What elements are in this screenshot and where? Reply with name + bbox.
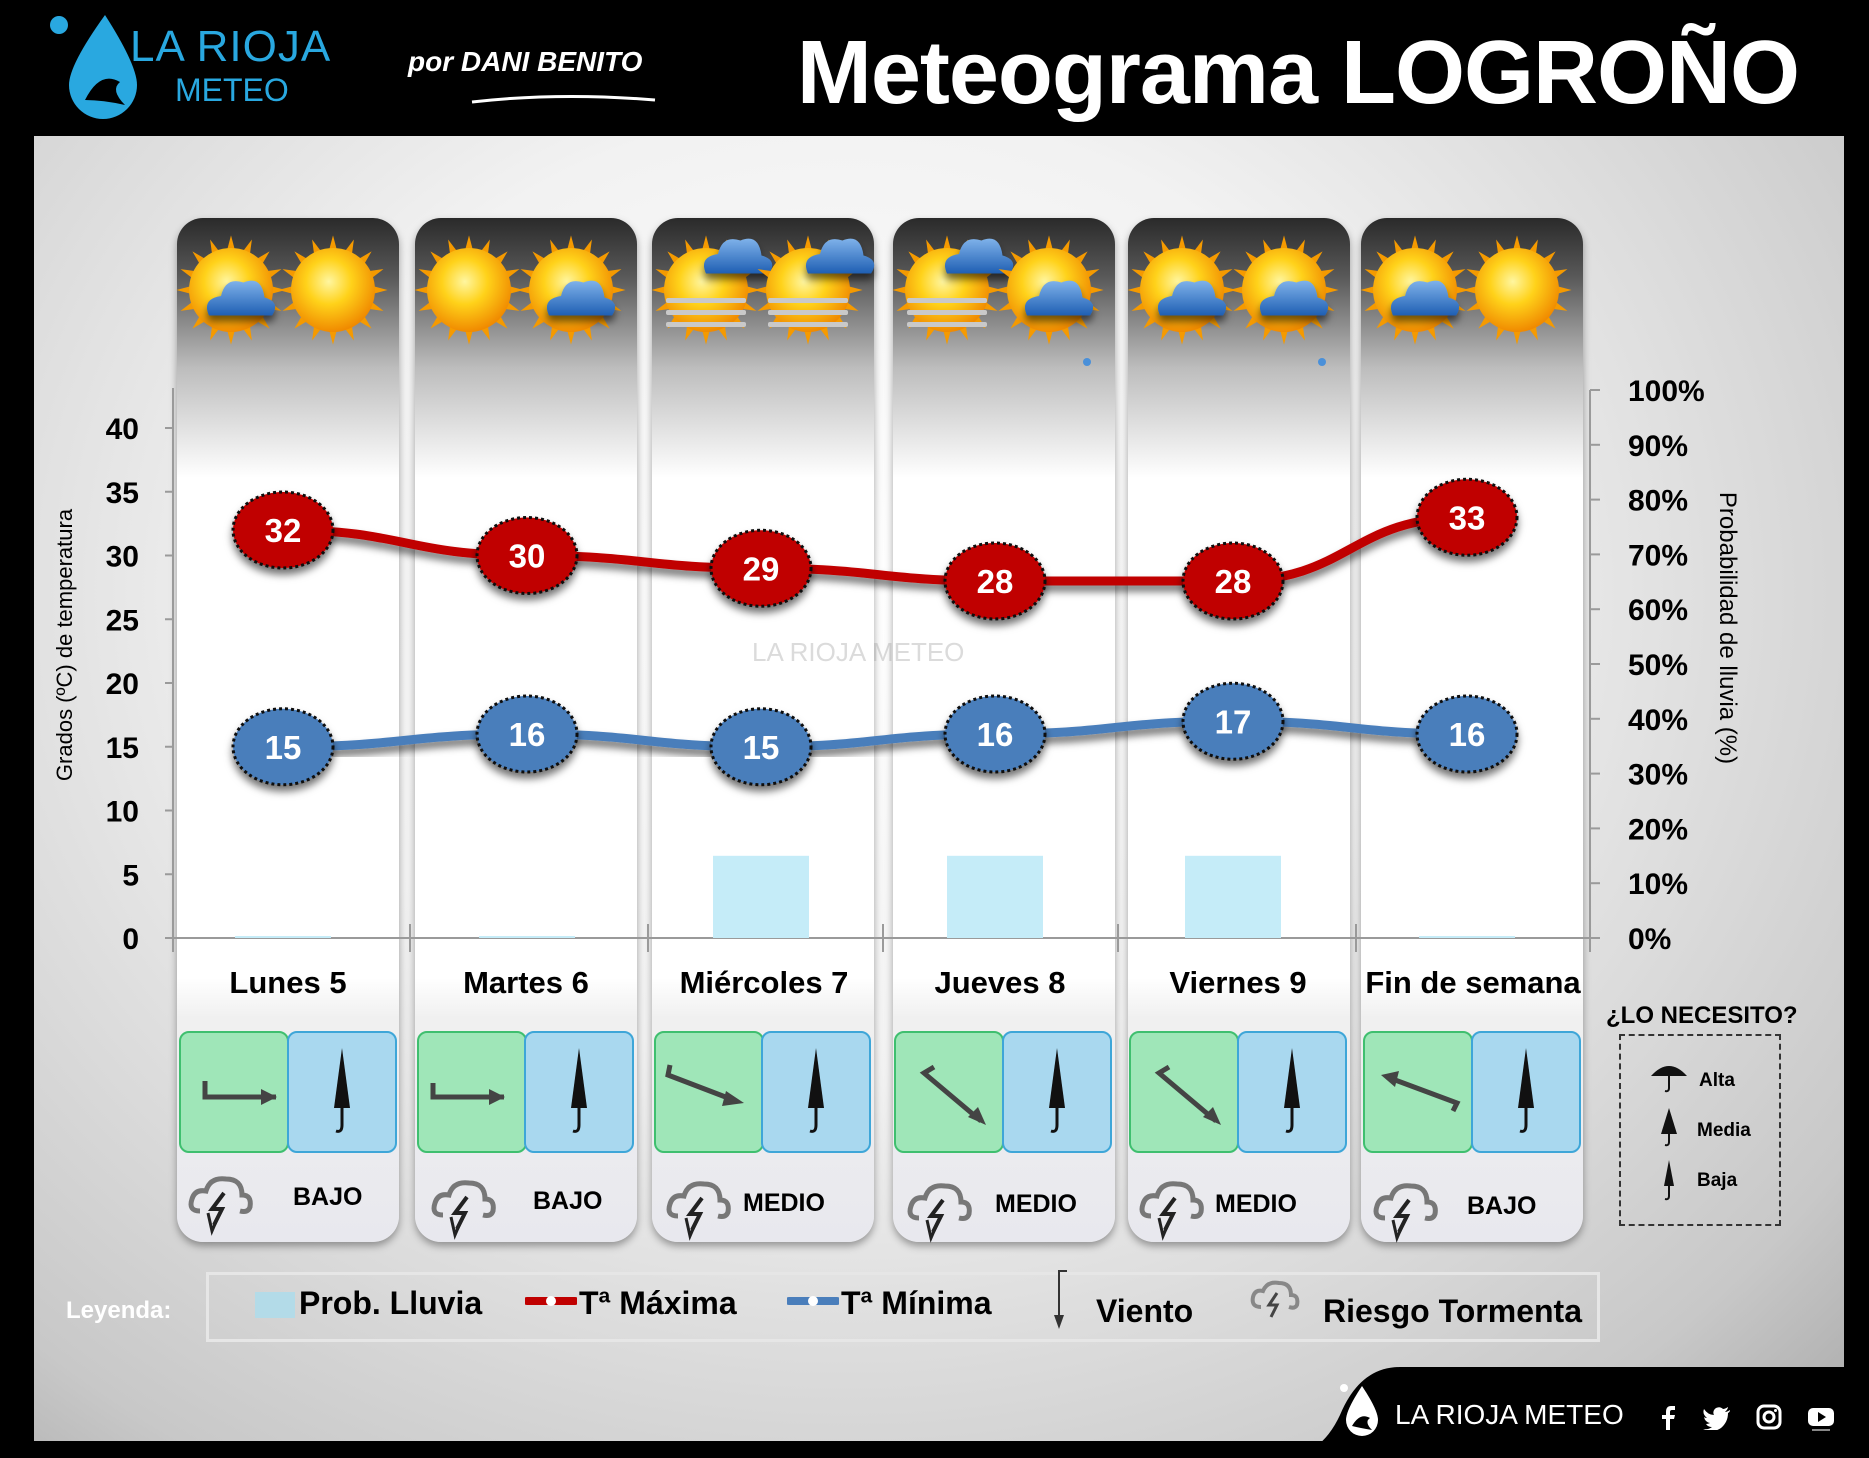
sun-disc (291, 248, 375, 332)
rain-bar (235, 936, 331, 938)
umbrella-box (1471, 1031, 1581, 1153)
y-right-tick-label: 90% (1628, 429, 1689, 463)
legend-max: Tª Máxima (579, 1285, 737, 1321)
rain-bar (713, 856, 809, 938)
max-temp-marker-label: 28 (1214, 563, 1252, 600)
legend-storm: Riesgo Tormenta (1323, 1293, 1582, 1329)
storm-icon (910, 1186, 969, 1238)
legend-wind: Viento (1096, 1293, 1194, 1329)
youtube-icon[interactable] (1806, 1404, 1836, 1434)
legend-wind-arrow-icon (1051, 1269, 1075, 1333)
max-temp-marker-label: 32 (264, 512, 302, 549)
storm-risk-text: MEDIO (1215, 1190, 1297, 1218)
umbrella-open-icon (1647, 1058, 1691, 1094)
sun-icon (278, 235, 387, 344)
day-label: Jueves 8 (934, 965, 1066, 1000)
min-temp-marker-label: 17 (1214, 703, 1252, 741)
wind-arrow-southeast-icon (1131, 1033, 1237, 1151)
wind-box (179, 1031, 289, 1153)
storm-risk-text: BAJO (293, 1183, 363, 1211)
fog-line (666, 322, 746, 327)
wind-box (654, 1031, 764, 1153)
max-temp-marker-label: 33 (1448, 499, 1486, 537)
logo-line2: METEO (175, 72, 289, 108)
logo-line1: LA RIOJA (130, 22, 332, 71)
storm-icon (1142, 1184, 1201, 1236)
wind-arrow-southeast-icon (896, 1033, 1002, 1151)
sun-icon (1462, 235, 1571, 344)
umbrella-box (1002, 1031, 1112, 1153)
y-tick-label: 5 (122, 859, 139, 893)
max-temp-marker-label: 28 (976, 563, 1014, 600)
storm-icon (434, 1183, 493, 1235)
sun-icon (414, 235, 523, 344)
storm-icon (1376, 1186, 1435, 1238)
sun-disc (1475, 248, 1559, 332)
rain-bar (1185, 856, 1281, 938)
watermark-text: LA RIOJA METEO (752, 637, 965, 667)
wind-box (1363, 1031, 1473, 1153)
legend-min-swatch (787, 1291, 839, 1311)
umbrella-closed-icon (763, 1033, 869, 1151)
y-right-tick-label: 20% (1628, 813, 1689, 847)
umbrella-closed-icon (1239, 1033, 1345, 1151)
fog-line (907, 322, 987, 327)
instagram-icon[interactable] (1756, 1404, 1782, 1430)
y-axis-title: Grados (ºC) de temperatura (52, 508, 77, 782)
umbrella-box (761, 1031, 871, 1153)
legend-rain-swatch (255, 1292, 295, 1318)
wind-box (1129, 1031, 1239, 1153)
y-right-tick-label: 100% (1628, 375, 1705, 408)
need-level-alta: Alta (1699, 1070, 1735, 1091)
legend-min: Tª Mínima (841, 1285, 992, 1321)
y-tick-label: 15 (105, 731, 139, 765)
min-temp-marker-label: 15 (264, 728, 302, 766)
cloud-shape (806, 239, 874, 274)
y-right-tick-label: 0% (1628, 923, 1672, 956)
twitter-icon[interactable] (1702, 1406, 1732, 1430)
y-right-axis-title: Probabilidad de lluvia (%) (1714, 491, 1741, 765)
wind-arrow-southeast-icon (656, 1033, 762, 1151)
day-label: Martes 6 (463, 965, 589, 1000)
storm-risk-text: BAJO (1467, 1192, 1537, 1220)
wind-box (894, 1031, 1004, 1153)
y-tick-label: 35 (105, 476, 139, 510)
cloud-overlay (945, 239, 1013, 274)
fog-overlay (768, 298, 848, 327)
cloud-shape (704, 239, 772, 274)
rain-drop (1318, 358, 1326, 366)
legend-box (206, 1272, 1600, 1342)
y-right-tick-label: 80% (1628, 484, 1689, 518)
umbrella-closed-icon (1659, 1156, 1679, 1202)
need-title: ¿LO NECESITO? (1606, 1002, 1798, 1029)
min-temp-marker-label: 16 (1448, 716, 1486, 753)
min-temp-marker-label: 16 (976, 716, 1014, 753)
rain-drop (1083, 358, 1091, 366)
legend-storm-icon (1249, 1277, 1303, 1321)
author: por DANI BENITO (408, 46, 643, 77)
day-label: Fin de semana (1365, 965, 1581, 1000)
min-temp-marker-label: 15 (742, 728, 780, 766)
max-temp-marker-label: 30 (508, 537, 546, 575)
footer-logo-icon (1338, 1380, 1382, 1438)
need-legend-box (1619, 1034, 1781, 1226)
umbrella-box (524, 1031, 634, 1153)
umbrella-closed-icon (526, 1033, 632, 1151)
cloud-overlay (806, 239, 874, 274)
umbrella-closed-icon (1473, 1033, 1579, 1151)
fog-line (768, 310, 848, 315)
sun-disc (427, 248, 511, 332)
storm-icon (669, 1184, 728, 1236)
y-right-tick-label: 70% (1628, 539, 1689, 573)
wind-arrow-east-icon (419, 1033, 525, 1151)
legend-rain: Prob. Lluvia (299, 1285, 483, 1321)
legend-label: Leyenda: (66, 1297, 172, 1324)
y-right-tick-label: 40% (1628, 703, 1689, 737)
storm-risk-text: BAJO (533, 1187, 603, 1215)
facebook-icon[interactable] (1656, 1404, 1680, 1432)
y-tick-label: 0 (122, 923, 139, 956)
fog-line (666, 298, 746, 303)
wind-arrow-east-icon (181, 1033, 287, 1151)
storm-icon (191, 1179, 250, 1231)
rain-bar (1419, 936, 1515, 938)
wind-arrow-west-icon (1365, 1033, 1471, 1151)
min-temp-marker-label: 16 (508, 716, 546, 753)
y-right-tick-label: 10% (1628, 868, 1689, 902)
fog-overlay (907, 298, 987, 327)
y-right-tick-label: 60% (1628, 594, 1689, 628)
footer-brand: LA RIOJA METEO (1395, 1399, 1624, 1430)
watermark (752, 637, 964, 667)
rain-bar (479, 936, 575, 938)
fog-line (907, 310, 987, 315)
umbrella-box (287, 1031, 397, 1153)
fog-line (907, 298, 987, 303)
umbrella-closed-icon (289, 1033, 395, 1151)
need-level-baja: Baja (1697, 1170, 1738, 1191)
y-right-tick-label: 30% (1628, 758, 1689, 792)
y-tick-label: 20 (105, 668, 139, 701)
max-temp-line (283, 517, 1467, 581)
page-title: Meteograma LOGROÑO (796, 23, 1799, 123)
fog-line (666, 310, 746, 315)
y-tick-label: 30 (105, 540, 139, 574)
y-tick-label: 40 (105, 413, 139, 446)
storm-risk-text: MEDIO (995, 1190, 1077, 1218)
y-tick-label: 10 (105, 795, 139, 829)
umbrella-half-icon (1657, 1104, 1681, 1148)
storm-risk-text: MEDIO (743, 1189, 825, 1217)
cloud-shape (945, 239, 1013, 274)
wind-box (417, 1031, 527, 1153)
umbrella-closed-icon (1004, 1033, 1110, 1151)
y-tick-label: 25 (105, 604, 139, 638)
day-label: Miércoles 7 (679, 965, 849, 1000)
y-right-tick-label: 50% (1628, 649, 1689, 682)
umbrella-box (1237, 1031, 1347, 1153)
max-temp-marker-label: 29 (742, 550, 780, 588)
day-label: Lunes 5 (229, 965, 347, 1000)
cloud-overlay (704, 239, 772, 274)
fog-line (768, 322, 848, 327)
need-level-media: Media (1697, 1120, 1751, 1141)
min-temp-line (283, 721, 1467, 747)
day-label: Viernes 9 (1169, 965, 1307, 1000)
fog-line (768, 298, 848, 303)
rain-bar (947, 856, 1043, 938)
fog-overlay (666, 298, 746, 327)
legend-max-swatch (525, 1291, 577, 1311)
